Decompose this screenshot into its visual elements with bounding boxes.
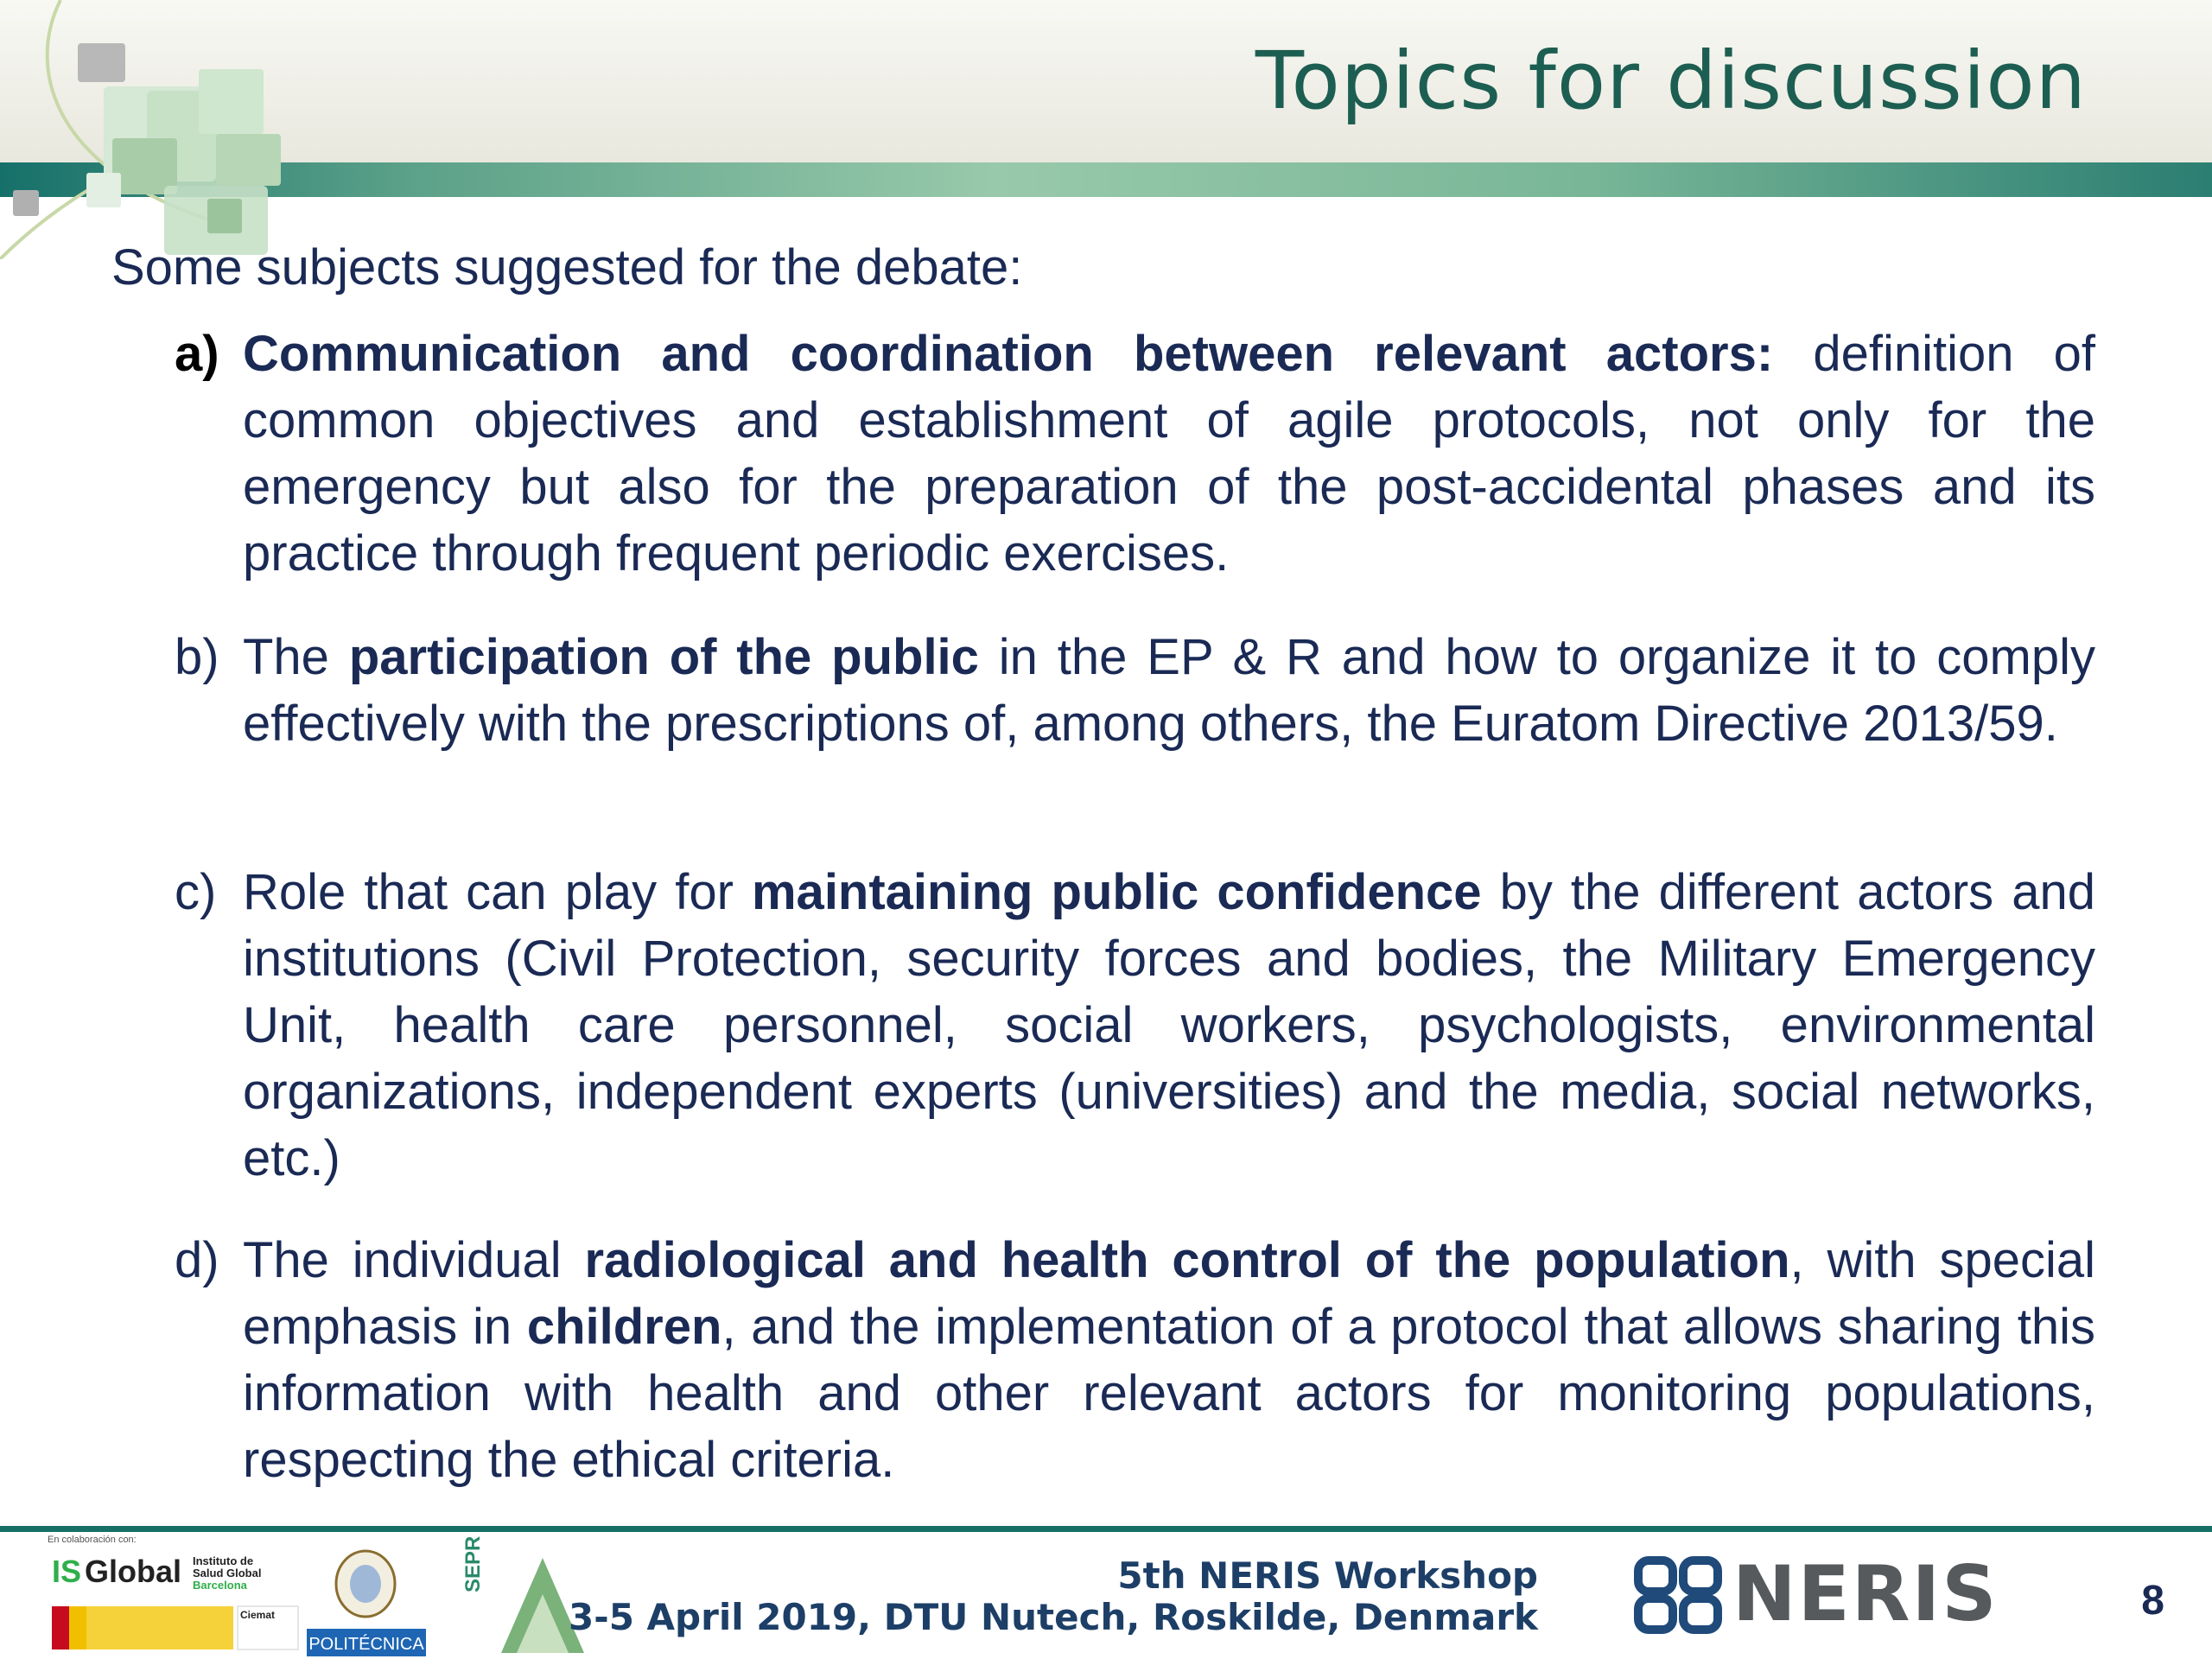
workshop-info: [569, 1555, 1538, 1638]
workshop-date-location: 3-5 April 2019, DTU Nutech, Roskilde, Denmark: [569, 1596, 1538, 1638]
item-normal-text: , and the implementation of a protocol that allows sharing this information with health and other relevant actors for monitoring populations, respecting the ethical criteria.: [243, 1299, 2095, 1488]
isglobal-logo-word: Global: [85, 1554, 182, 1589]
item-bold-text: participation of the public: [348, 629, 979, 685]
item-label: c): [175, 864, 217, 920]
item-label: b): [175, 629, 219, 685]
item-label: a): [175, 326, 219, 382]
item-normal-text: Role that can play for: [243, 864, 752, 920]
item-text: [243, 624, 2095, 757]
page-number: 8: [2141, 1578, 2164, 1624]
workshop-name: 5th NERIS Workshop: [1117, 1554, 1538, 1597]
item-normal-text: , with special emphasis in: [243, 1232, 2095, 1355]
neris-logo-icon: [1633, 1555, 1728, 1635]
topic-item-c: [147, 859, 2095, 1192]
item-bold-text: Communication and coordination between relevant actors:: [243, 326, 1774, 382]
item-normal-text: The individual: [243, 1232, 585, 1288]
item-text: [243, 859, 2095, 1192]
ciemat-logo-word: Ciemat: [240, 1609, 276, 1621]
decorative-squares-graphic: [0, 0, 346, 259]
isglobal-sub: Instituto de: [193, 1554, 254, 1567]
politecnica-logo-word: POLITÉCNICA: [308, 1635, 424, 1654]
topic-item-a: [147, 321, 2095, 587]
isglobal-sub: Barcelona: [193, 1579, 247, 1592]
item-normal-text: The: [243, 629, 349, 685]
item-normal-text: by the different actors and institutions (Civil Protection, security forces and bodies, the Military Emergency Unit, health care personnel, social workers, psychologists, environmental organizations, independent experts (universities) and the media, social networks, etc.): [243, 864, 2095, 1186]
item-text: [243, 321, 2095, 587]
item-bold-text: children: [526, 1299, 722, 1355]
item-normal-text: definition of common objectives and establishment of agile protocols, not only for the emergency but also for the preparation of the post-accidental phases and its practice through frequent periodic exercises.: [243, 326, 2095, 582]
topic-item-d: [147, 1227, 2095, 1493]
item-bold-text: radiological and health control of the population: [584, 1232, 1790, 1288]
item-label: d): [175, 1232, 219, 1288]
isglobal-sub: Salud Global: [193, 1567, 262, 1580]
sepr-logo-word: SEPR: [461, 1535, 485, 1592]
collab-label: En colaboración con:: [48, 1535, 137, 1545]
item-bold-text: maintaining public confidence: [751, 864, 1482, 920]
neris-logo-word: NERIS: [1732, 1549, 1999, 1638]
isglobal-is: IS: [52, 1554, 82, 1589]
intro-text: Some subjects suggested for the debate:: [111, 239, 1023, 296]
topic-item-b: [147, 624, 2095, 757]
partner-logos: [0, 1532, 605, 1659]
item-text: [243, 1227, 2095, 1493]
item-normal-text: in the EP & R and how to organize it to comply effectively with the prescriptions of, among others, the Euratom Directive 2013/59.: [243, 629, 2096, 752]
footer-divider: [0, 1526, 2212, 1532]
slide-title: Topics for discussion: [1255, 35, 2087, 127]
